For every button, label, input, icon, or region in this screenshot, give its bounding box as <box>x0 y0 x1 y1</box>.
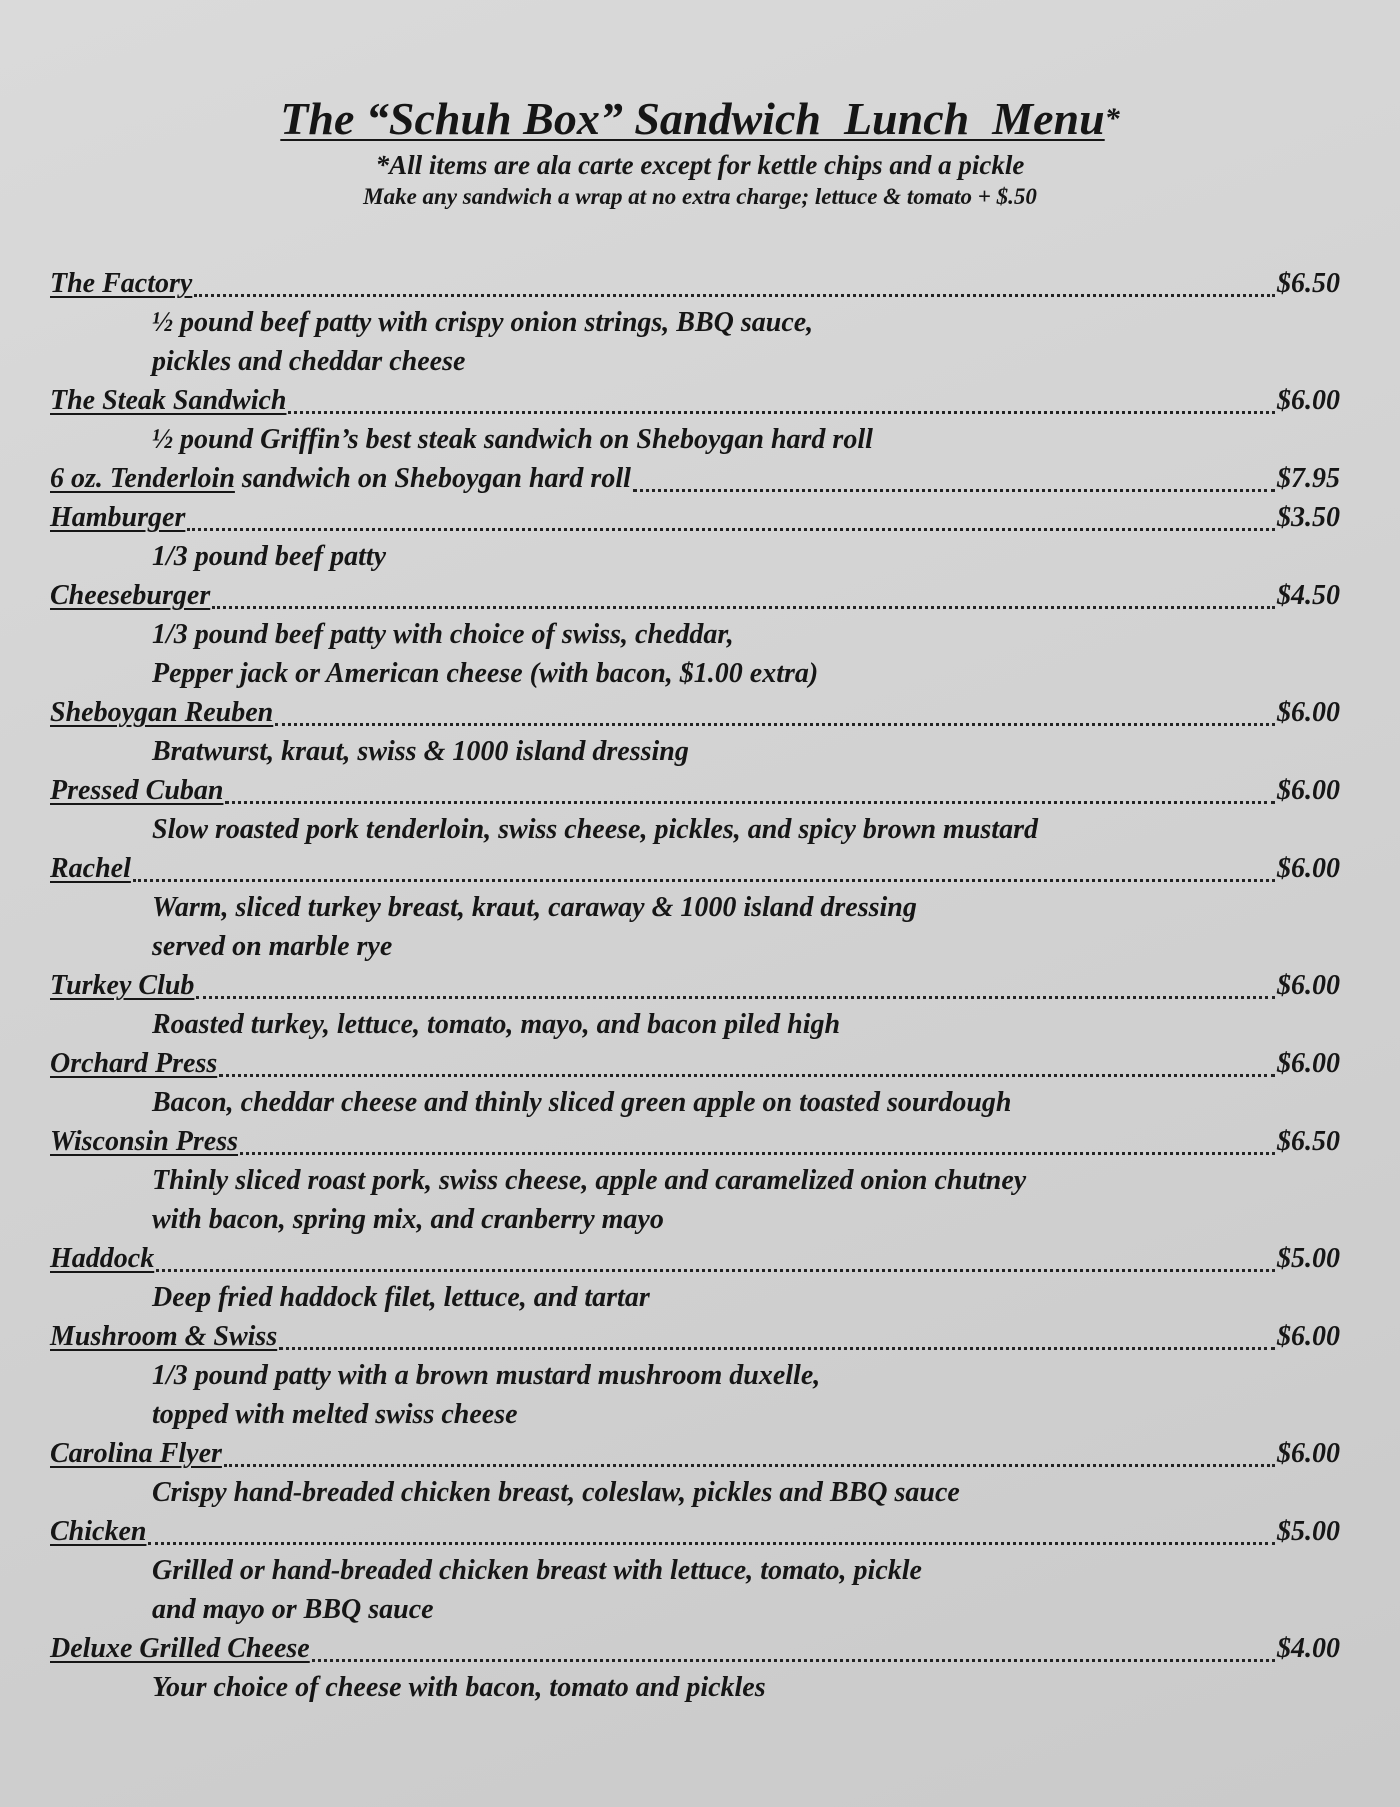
menu-item-price: $5.00 <box>1277 1516 1340 1547</box>
description-line: ½ pound beef patty with crispy onion strings, BBQ sauce, <box>152 307 814 338</box>
menu-item <box>50 576 1340 693</box>
dot-leader <box>225 801 1275 804</box>
menu-item-name: Chicken <box>50 1516 147 1547</box>
menu-item-description <box>50 810 1340 849</box>
description-line: 1/3 pound patty with a brown mustard mushroom duxelle, <box>152 1360 821 1391</box>
menu-item-row <box>50 576 1340 615</box>
menu-item-description <box>50 1668 1340 1707</box>
menu-item-name: 6 oz. Tenderloin <box>50 463 235 494</box>
menu-item-description <box>50 888 1340 966</box>
menu-item <box>50 459 1340 498</box>
menu-item-row <box>50 1512 1340 1551</box>
menu-item-row <box>50 1044 1340 1083</box>
menu-item <box>50 1629 1340 1707</box>
menu-title-asterisk: * <box>1104 102 1120 135</box>
description-line: and mayo or BBQ sauce <box>152 1594 434 1625</box>
description-line: Deep fried haddock filet, lettuce, and tartar <box>152 1282 650 1313</box>
description-line: served on marble rye <box>152 931 393 962</box>
menu-item-description <box>50 1473 1340 1512</box>
menu-item-name-suffix: sandwich on Sheboygan hard roll <box>234 463 631 494</box>
menu-item <box>50 1317 1340 1434</box>
dot-leader <box>275 723 1275 726</box>
menu-item-description <box>50 615 1340 693</box>
menu-item <box>50 498 1340 576</box>
menu-item-price: $7.95 <box>1277 463 1340 494</box>
menu-item-name: Deluxe Grilled Cheese <box>50 1633 310 1664</box>
description-line: with bacon, spring mix, and cranberry mayo <box>152 1204 664 1235</box>
description-line: Crispy hand-breaded chicken breast, coleslaw, pickles and BBQ sauce <box>152 1477 960 1508</box>
dot-leader <box>288 411 1275 414</box>
menu-item-name: Carolina Flyer <box>50 1438 222 1469</box>
menu-header <box>0 92 1400 212</box>
dot-leader <box>633 489 1275 492</box>
menu-item-row <box>50 771 1340 810</box>
menu-item <box>50 264 1340 381</box>
description-line: Thinly sliced roast pork, swiss cheese, apple and caramelized onion chutney <box>152 1165 1027 1196</box>
description-line: Bratwurst, kraut, swiss & 1000 island dressing <box>152 736 689 767</box>
menu-item <box>50 1434 1340 1512</box>
menu-item-price: $3.50 <box>1277 502 1340 533</box>
menu-item-row <box>50 849 1340 888</box>
menu-item-description <box>50 420 1340 459</box>
menu-item-name: Rachel <box>50 853 131 884</box>
menu-item-description <box>50 1083 1340 1122</box>
description-line: Bacon, cheddar cheese and thinly sliced green apple on toasted sourdough <box>152 1087 1012 1118</box>
menu-item-price: $6.00 <box>1277 1438 1340 1469</box>
description-line: Grilled or hand-breaded chicken breast with lettuce, tomato, pickle <box>152 1555 922 1586</box>
menu-item-description <box>50 732 1340 771</box>
menu-item-name: Sheboygan Reuben <box>50 697 274 728</box>
description-line: topped with melted swiss cheese <box>152 1399 518 1430</box>
menu-item-name: Wisconsin Press <box>50 1126 239 1157</box>
description-line: 1/3 pound beef patty with choice of swiss, cheddar, <box>152 619 734 650</box>
menu-item-price: $5.00 <box>1277 1243 1340 1274</box>
menu-item-price: $6.00 <box>1277 1048 1340 1079</box>
menu-item-name: Cheeseburger <box>50 580 211 611</box>
menu-item-price: $4.50 <box>1277 580 1340 611</box>
menu-item-row <box>50 381 1340 420</box>
ala-carte-note: *All items are ala carte except for kettle chips and a pickle <box>375 150 1025 180</box>
menu-item <box>50 1512 1340 1629</box>
dot-leader <box>156 1269 1275 1272</box>
dot-leader <box>312 1659 1275 1662</box>
menu-item-description <box>50 1278 1340 1317</box>
menu-item-price: $6.00 <box>1277 1321 1340 1352</box>
menu-item-description <box>50 1005 1340 1044</box>
description-line: 1/3 pound beef patty <box>152 541 387 572</box>
menu-item-price: $6.00 <box>1277 970 1340 1001</box>
menu-item-row <box>50 1629 1340 1668</box>
menu-item-price: $6.50 <box>1277 268 1340 299</box>
menu-item-row <box>50 498 1340 537</box>
description-line: Your choice of cheese with bacon, tomato and pickles <box>152 1672 766 1703</box>
menu-item <box>50 1044 1340 1122</box>
description-line: Pepper jack or American cheese (with bacon, $1.00 extra) <box>152 658 819 689</box>
menu-title <box>0 92 1400 146</box>
dot-leader <box>196 996 1275 999</box>
menu-item-name: The Factory <box>50 268 193 299</box>
wrap-note: Make any sandwich a wrap at no extra charge; lettuce & tomato + $.50 <box>363 184 1037 209</box>
menu-item-name: Haddock <box>50 1243 155 1274</box>
menu-items-list <box>50 264 1340 1707</box>
dot-leader <box>148 1542 1275 1545</box>
menu-item-row <box>50 1317 1340 1356</box>
menu-item-row <box>50 693 1340 732</box>
menu-item <box>50 849 1340 966</box>
menu-item-row <box>50 1434 1340 1473</box>
menu-item <box>50 381 1340 459</box>
menu-item-row <box>50 264 1340 303</box>
dot-leader <box>240 1152 1275 1155</box>
menu-item <box>50 693 1340 771</box>
description-line: Warm, sliced turkey breast, kraut, caraway & 1000 island dressing <box>152 892 917 923</box>
menu-item-name: Mushroom & Swiss <box>50 1321 278 1352</box>
menu-item-row <box>50 966 1340 1005</box>
menu-item-price: $6.00 <box>1277 385 1340 416</box>
menu-item-price: $6.50 <box>1277 1126 1340 1157</box>
menu-item-name: Orchard Press <box>50 1048 218 1079</box>
menu-item-name: Turkey Club <box>50 970 195 1001</box>
menu-item-price: $4.00 <box>1277 1633 1340 1664</box>
dot-leader <box>187 528 1275 531</box>
menu-item <box>50 771 1340 849</box>
dot-leader <box>133 879 1275 882</box>
menu-item-description <box>50 537 1340 576</box>
menu-item-description <box>50 1161 1340 1239</box>
dot-leader <box>194 294 1275 297</box>
menu-item-name: Hamburger <box>50 502 186 533</box>
dot-leader <box>224 1464 1275 1467</box>
menu-item-name: Pressed Cuban <box>50 775 224 806</box>
menu-item-row <box>50 1122 1340 1161</box>
menu-item-name: The Steak Sandwich <box>50 385 287 416</box>
menu-item-description <box>50 1551 1340 1629</box>
dot-leader <box>212 606 1275 609</box>
menu-item <box>50 966 1340 1044</box>
description-line: pickles and cheddar cheese <box>152 346 466 377</box>
menu-item-price: $6.00 <box>1277 697 1340 728</box>
menu-title-text: The “Schuh Box” Sandwich Lunch Menu <box>280 93 1105 144</box>
dot-leader <box>219 1074 1275 1077</box>
dot-leader <box>279 1347 1275 1350</box>
menu-item-description <box>50 303 1340 381</box>
menu-item-row <box>50 1239 1340 1278</box>
menu-item-price: $6.00 <box>1277 853 1340 884</box>
description-line: Slow roasted pork tenderloin, swiss cheese, pickles, and spicy brown mustard <box>152 814 1038 845</box>
menu-item-description <box>50 1356 1340 1434</box>
menu-item-price: $6.00 <box>1277 775 1340 806</box>
description-line: ½ pound Griffin’s best steak sandwich on Sheboygan hard roll <box>152 424 873 455</box>
description-line: Roasted turkey, lettuce, tomato, mayo, and bacon piled high <box>152 1009 841 1040</box>
menu-item <box>50 1239 1340 1317</box>
menu-item-row <box>50 459 1340 498</box>
menu-item <box>50 1122 1340 1239</box>
